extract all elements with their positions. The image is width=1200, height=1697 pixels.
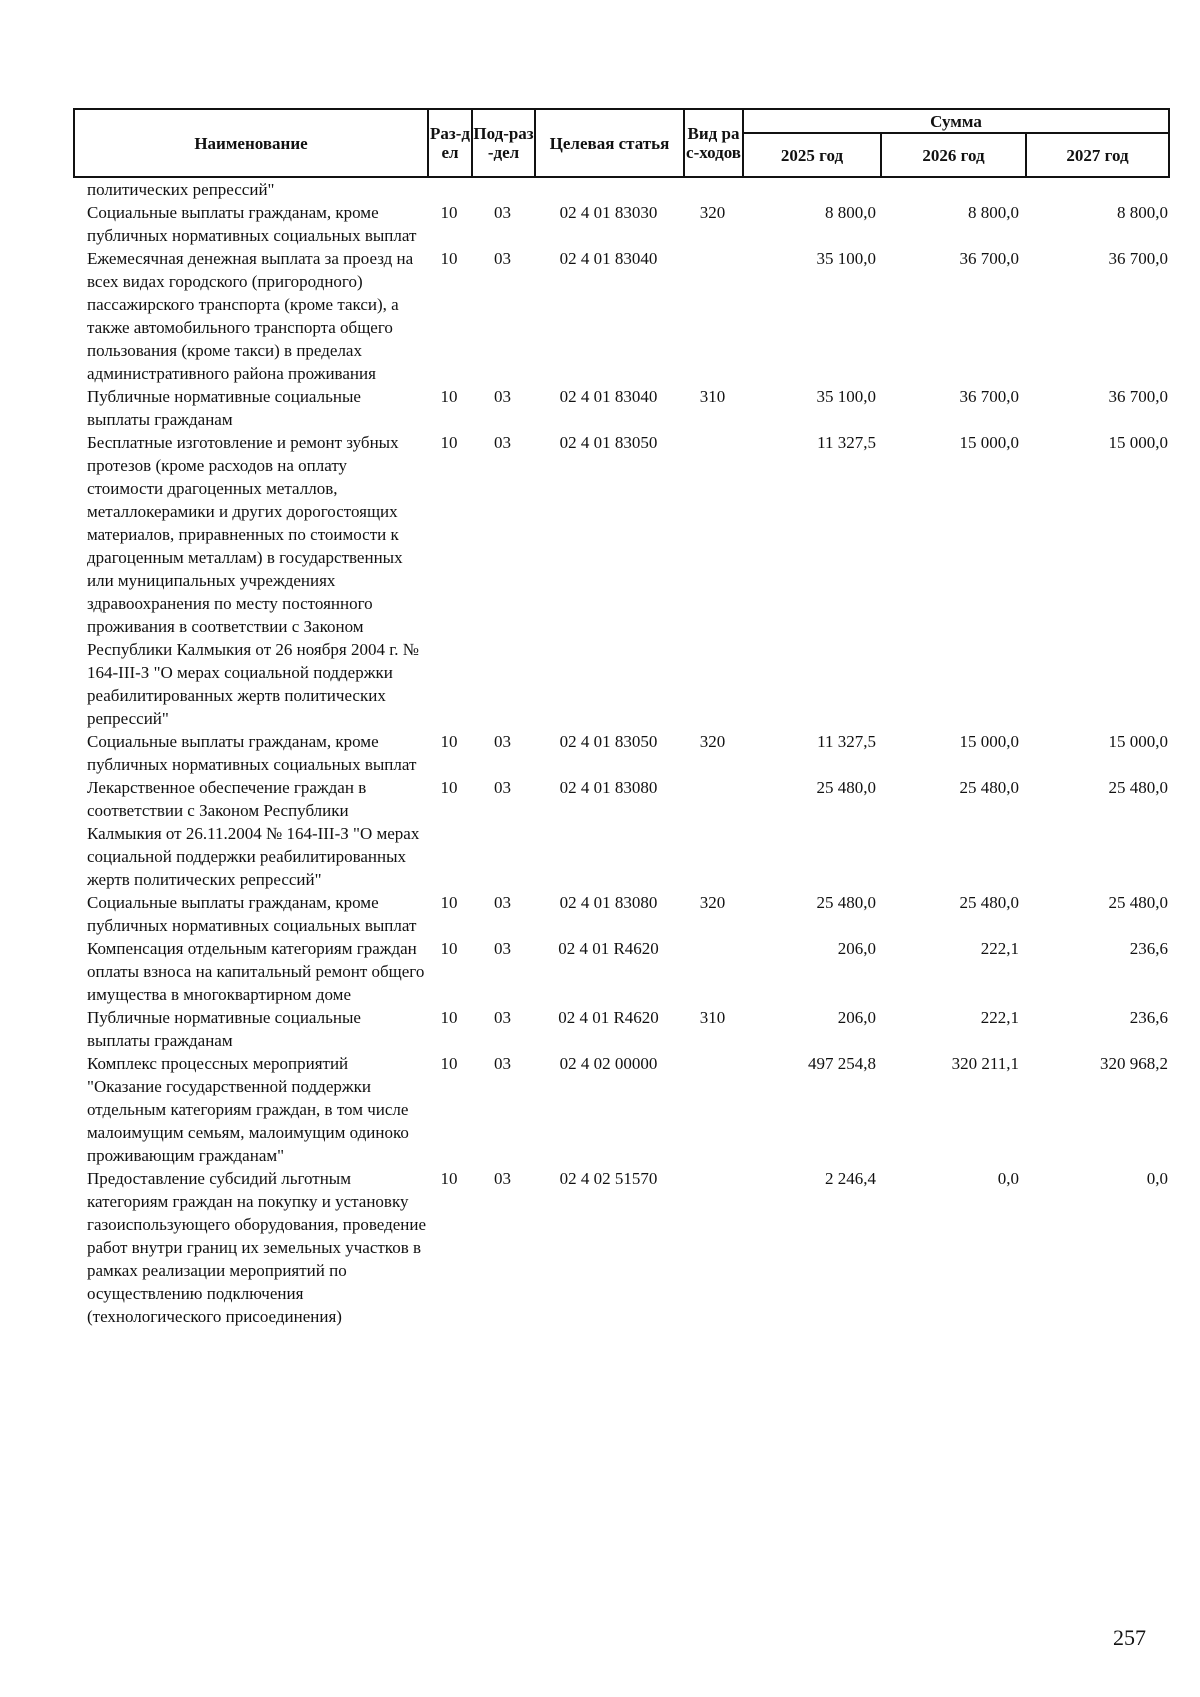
table-row (73, 385, 1168, 431)
table-body (73, 178, 1168, 1328)
row-podrazdel: 03 (494, 203, 511, 222)
row-celevaya: 02 4 01 R4620 (558, 939, 659, 958)
table-row (73, 1052, 1168, 1167)
row-vid (683, 178, 742, 201)
row-vid (683, 1052, 742, 1167)
row-podrazdel: 03 (494, 1054, 511, 1073)
row-podrazdel: 03 (494, 387, 511, 406)
row-sum-2027: 15 000,0 (1108, 732, 1168, 751)
row-razdel: 10 (440, 203, 458, 222)
row-sum-2025 (742, 178, 880, 201)
row-sum-2027: 236,6 (1129, 939, 1168, 958)
table-row (73, 178, 1168, 201)
row-sum-2025: 206,0 (837, 939, 876, 958)
table-row (73, 891, 1168, 937)
row-sum-2026: 8 800,0 (968, 203, 1019, 222)
row-sum-2025: 11 327,5 (817, 732, 876, 751)
row-vid (683, 776, 742, 891)
row-celevaya: 02 4 01 83030 (559, 203, 658, 222)
row-celevaya: 02 4 02 51570 (559, 1169, 658, 1188)
row-sum-2026: 25 480,0 (959, 893, 1019, 912)
row-sum-2027: 36 700,0 (1108, 387, 1168, 406)
row-vid: 320 (699, 203, 726, 222)
header-summa: Сумма (743, 109, 1169, 133)
row-podrazdel: 03 (494, 893, 511, 912)
row-sum-2027: 320 968,2 (1100, 1054, 1168, 1073)
header-podrazdel: Под-раз-дел (472, 109, 535, 177)
row-sum-2026: 36 700,0 (959, 249, 1019, 268)
row-razdel: 10 (440, 1169, 458, 1188)
row-celevaya (534, 178, 683, 201)
row-sum-2027 (1025, 178, 1168, 201)
row-celevaya: 02 4 01 R4620 (558, 1008, 659, 1027)
row-name: Комплекс процессных мероприятий "Оказание государственной поддержки отдельным категориям граждан, в том числе малоимущим семьям, малоимущим одиноко проживающим гражданам" (87, 1054, 409, 1165)
row-sum-2025: 25 480,0 (816, 893, 876, 912)
row-name: Лекарственное обеспечение граждан в соответствии с Законом Республики Калмыкия от 26.11.2004 № 164-III-З "О мерах социальной поддержки реабилитированных жертв политических репрессий" (87, 778, 420, 889)
row-sum-2026 (880, 178, 1025, 201)
row-podrazdel: 03 (494, 1008, 511, 1027)
row-podrazdel: 03 (494, 778, 511, 797)
row-sum-2027: 15 000,0 (1108, 433, 1168, 452)
header-2027: 2027 год (1026, 133, 1169, 177)
row-vid (683, 1167, 742, 1328)
row-vid (683, 247, 742, 385)
row-name: Предоставление субсидий льготным категориям граждан на покупку и установку газоиспользующего оборудования, проведение работ внутри границ их земельных участков в рамках реализации мероприятий по осуществлению подключения (технологического присоединения) (87, 1169, 427, 1326)
row-podrazdel: 03 (494, 433, 511, 452)
row-name: Ежемесячная денежная выплата за проезд на всех видах городского (пригородного) пассажирского транспорта (кроме такси), а также автомобильного транспорта общего пользования (кроме такси) в пределах административного района проживания (87, 249, 414, 383)
row-sum-2025: 25 480,0 (816, 778, 876, 797)
table-row (73, 201, 1168, 247)
row-sum-2027: 236,6 (1129, 1008, 1168, 1027)
row-razdel: 10 (440, 1054, 458, 1073)
row-vid: 310 (699, 387, 726, 406)
row-razdel: 10 (440, 778, 458, 797)
row-celevaya: 02 4 01 83040 (559, 387, 658, 406)
row-sum-2025: 2 246,4 (825, 1169, 876, 1188)
row-name: Социальные выплаты гражданам, кроме публичных нормативных социальных выплат (87, 893, 417, 935)
row-razdel: 10 (440, 1008, 458, 1027)
row-razdel: 10 (440, 893, 458, 912)
row-sum-2025: 35 100,0 (816, 387, 876, 406)
row-razdel: 10 (440, 249, 458, 268)
row-vid (683, 431, 742, 730)
row-name: политических репрессий" (87, 180, 275, 199)
row-sum-2025: 35 100,0 (816, 249, 876, 268)
row-sum-2025: 11 327,5 (817, 433, 876, 452)
row-celevaya: 02 4 02 00000 (559, 1054, 658, 1073)
row-celevaya: 02 4 01 83040 (559, 249, 658, 268)
row-sum-2026: 320 211,1 (951, 1054, 1019, 1073)
header-vid: Вид рас-ходов (684, 109, 743, 177)
header-name: Наименование (74, 109, 428, 177)
table-row (73, 1167, 1168, 1328)
row-sum-2025: 497 254,8 (808, 1054, 876, 1073)
row-podrazdel: 03 (494, 939, 511, 958)
row-vid: 320 (699, 893, 726, 912)
row-vid (683, 937, 742, 1006)
budget-table (73, 108, 1168, 1328)
row-sum-2026: 222,1 (980, 939, 1019, 958)
row-sum-2026: 15 000,0 (959, 433, 1019, 452)
row-podrazdel (471, 178, 534, 201)
row-sum-2026: 36 700,0 (959, 387, 1019, 406)
row-celevaya: 02 4 01 83080 (559, 893, 658, 912)
row-sum-2026: 222,1 (980, 1008, 1019, 1027)
table-row (73, 1006, 1168, 1052)
table-row (73, 776, 1168, 891)
row-name: Компенсация отдельным категориям граждан оплаты взноса на капитальный ремонт общего имущества в многоквартирном доме (87, 939, 425, 1004)
table-row (73, 247, 1168, 385)
table-row (73, 937, 1168, 1006)
row-razdel: 10 (440, 387, 458, 406)
row-name: Публичные нормативные социальные выплаты гражданам (87, 387, 361, 429)
row-sum-2027: 25 480,0 (1108, 893, 1168, 912)
row-sum-2026: 0,0 (997, 1169, 1019, 1188)
row-sum-2027: 8 800,0 (1117, 203, 1168, 222)
row-sum-2027: 0,0 (1146, 1169, 1168, 1188)
header-2025: 2025 год (743, 133, 881, 177)
table-row (73, 730, 1168, 776)
row-name: Социальные выплаты гражданам, кроме публичных нормативных социальных выплат (87, 203, 417, 245)
table-row (73, 431, 1168, 730)
page-number: 257 (1113, 1625, 1146, 1650)
row-celevaya: 02 4 01 83050 (559, 732, 658, 751)
row-razdel: 10 (440, 732, 458, 751)
row-podrazdel: 03 (494, 732, 511, 751)
row-name: Публичные нормативные социальные выплаты гражданам (87, 1008, 361, 1050)
row-sum-2026: 15 000,0 (959, 732, 1019, 751)
row-name: Бесплатные изготовление и ремонт зубных протезов (кроме расходов на оплату стоимости драгоценных металлов, металлокерамики и других дорогостоящих материалов, приравненных по стоимости к драгоценным металлам) в государственных или муниципальных учреждениях здравоохранения по месту постоянного проживания в соответствии с Законом Республики Калмыкия от 26 ноября 2004 г. № 164-III-З "О мерах социальной поддержки реабилитированных жертв политических репрессий" (87, 433, 419, 728)
row-sum-2026: 25 480,0 (959, 778, 1019, 797)
row-podrazdel: 03 (494, 1169, 511, 1188)
row-sum-2025: 206,0 (837, 1008, 876, 1027)
row-podrazdel: 03 (494, 249, 511, 268)
row-razdel: 10 (440, 939, 458, 958)
row-sum-2027: 36 700,0 (1108, 249, 1168, 268)
row-vid: 310 (699, 1008, 726, 1027)
row-vid: 320 (699, 732, 726, 751)
row-celevaya: 02 4 01 83080 (559, 778, 658, 797)
row-razdel: 10 (440, 433, 458, 452)
row-sum-2027: 25 480,0 (1108, 778, 1168, 797)
row-razdel (427, 178, 471, 201)
row-sum-2025: 8 800,0 (825, 203, 876, 222)
row-celevaya: 02 4 01 83050 (559, 433, 658, 452)
table-header (73, 108, 1170, 178)
header-celevaya: Целевая статья (535, 109, 684, 177)
header-2026: 2026 год (881, 133, 1026, 177)
row-name: Социальные выплаты гражданам, кроме публичных нормативных социальных выплат (87, 732, 417, 774)
header-razdel: Раз-дел (428, 109, 472, 177)
